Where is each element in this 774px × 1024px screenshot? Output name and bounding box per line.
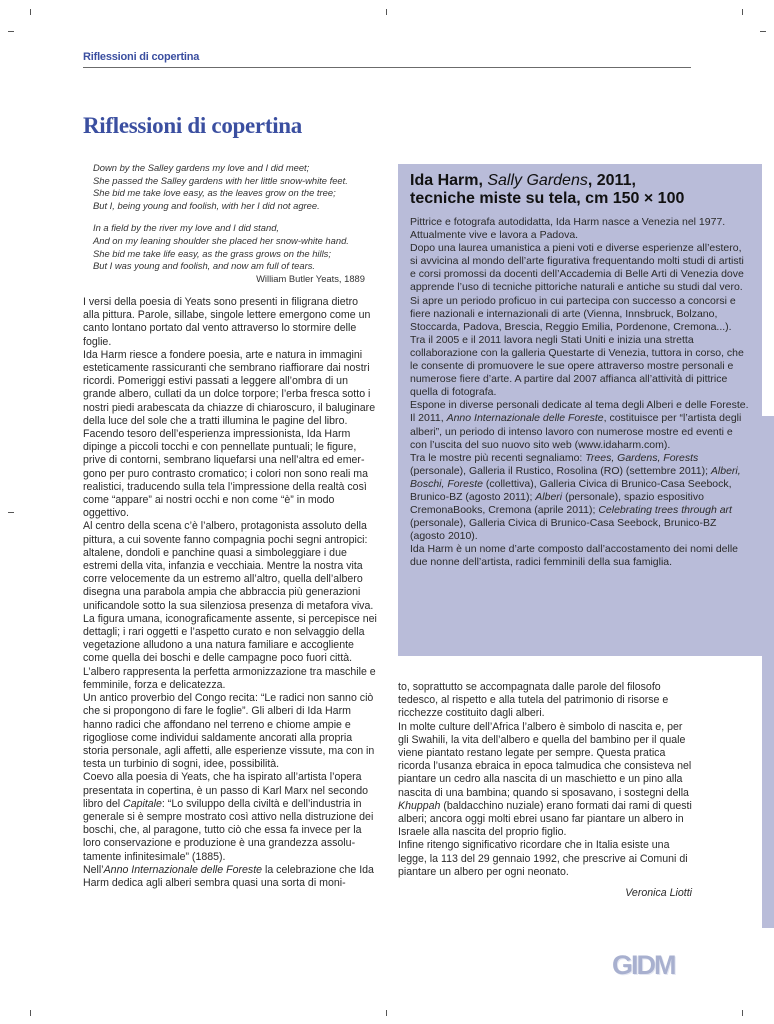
text-run: (personale), Galleria Civica di Brunico-Casa Seebock, Brunico-BZ (agosto 2010). [410, 517, 717, 543]
italic-title: Alberi [535, 490, 563, 503]
poem-line: Down by the Salley gardens my love and I did meet; [93, 162, 310, 173]
crop-mark [742, 9, 743, 15]
italic-title: Alberi, Boschi, Foreste [410, 464, 741, 490]
paragraph [83, 864, 377, 890]
paragraph: Tra il 2005 e il 2011 lavora negli Stati Uniti e inizia una stretta collaborazione con la galleria Questarte di Venezia, tuttora in corso, che le consente di promuovere le sue opere attraverso mostre personali e numerose fiere d’arte. A partire dal 2007 affianca all’attività di pittrice quella di fotografa. [410, 333, 744, 399]
poem-line: And on my leaning shoulder she placed her snow-white hand. [93, 234, 349, 246]
poem-epigraph [93, 162, 365, 285]
running-head: Riflessioni di copertina [83, 51, 200, 63]
poem-line: She bid me take life easy, as the grass grows on the hills; [93, 247, 331, 259]
poem-attribution: William Butler Yeats, 1889 [256, 272, 365, 284]
paragraph [398, 721, 692, 840]
paragraph [410, 399, 750, 451]
italic-title: Capitale [123, 797, 162, 810]
artist-bio-box [398, 164, 762, 656]
text-run: , costituisce per “l’artista degli alberi”, un periodo di intenso lavoro con numerose mostre ed eventi e con l’uscita del suo nuovo sito web (www.idaharm.com). [410, 412, 742, 451]
poem-line: She bid me take love easy, as the leaves grow on the tree; [93, 187, 336, 199]
paragraph: Al centro della scena c’è l’albero, protagonista assoluto della pittura, a cui sovente fanno compagnia pochi segni antropici: altalene, dondoli e panchine quasi a simboleggiare i due estremi della vita, infanzia e vecchiaia. Mentre la nostra vita corre velocemente da un estremo all’altro, quella dell’albero disegna una parabola ampia che abbraccia più generazioni unificandole sotto la sua silenziosa presenza di metafora viva. [83, 520, 374, 612]
crop-mark [30, 9, 31, 15]
crop-mark [386, 9, 387, 15]
text-run: : “Lo sviluppo della civiltà e dell’industria in generale si è sempre mostrato così attivo nella distruzione dei boschi, che, al paragone, tutto ciò che essa fa invece per la loro conservazione e produzione è una grandezza assolutamente infinitesimale” (1885). [83, 797, 374, 863]
journal-logo: GIDM [612, 950, 675, 980]
caption-text: Ida Harm, [410, 172, 488, 189]
text-run: Nell’ [83, 863, 104, 876]
paragraph: Si apre un periodo proficuo in cui partecipa con successo a concorsi e fiere nazionali e internazionali di arte (Vienna, Innsbruck, Bolzano, Stoccarda, Padova, Brescia, Reggio Emilia, Pordenone, Cremona...). [410, 294, 736, 333]
artwork-title: Sally Gardens [487, 172, 588, 189]
right-column [398, 681, 692, 900]
paragraph [83, 771, 377, 863]
decorative-side-strip [762, 416, 774, 928]
header-rule [83, 67, 691, 68]
italic-title: Anno Internazionale delle Foreste [103, 863, 263, 876]
paragraph: Infine ritengo significativo ricordare che in Italia esiste una legge, la 113 del 29 gennaio 1992, che prescrive ai Comuni di piantare un albero per ogni neonato. [398, 839, 688, 878]
left-column [83, 296, 377, 890]
italic-title: Celebrating trees through art [598, 504, 732, 517]
italic-title: Trees, Gardens, Forests [585, 451, 699, 464]
page-title: Riflessioni di copertina [83, 113, 302, 138]
caption-text: tecniche miste su tela, cm 150 × 100 [410, 190, 685, 207]
text-run: la celebrazione che Ida Harm dedica agli alberi sembra quasi una sorta di moni- [83, 863, 374, 889]
poem-stanza [93, 162, 365, 212]
paragraph: Pittrice e fotografa autodidatta, Ida Harm nasce a Venezia nel 1977. Attualmente vive e lavora a Padova. [410, 216, 726, 242]
text-run: Espone in diverse personali dedicate al tema degli Alberi e delle Foreste. Il 2011, [410, 399, 749, 425]
crop-mark [30, 1010, 31, 1016]
paragraph: Dopo una laurea umanistica a pieni voti e diverse esperienze all’estero, si avvicina al mondo dell’arte figurativa frequentando molti studi di artisti e corsi promossi da docenti dell’Accademia di Belle Arti di Venezia dove apprende l’uso di tecniche pittoriche naturali e antiche su studi dal vero. [410, 242, 744, 294]
text-run: (collettiva), Galleria Civica di Brunico-Casa Seebock, Brunico-BZ (agosto 2011); [410, 477, 732, 503]
crop-mark [8, 512, 14, 513]
caption-text: , 2011, [587, 172, 636, 189]
paragraph: L’albero rappresenta la perfetta armonizzazione tra maschile e femminile, forza e delicatezza. [83, 665, 376, 691]
poem-line: In a field by the river my love and I did stand, [93, 222, 280, 234]
italic-term: Khuppah [398, 799, 441, 812]
crop-mark [386, 1010, 387, 1016]
text-run: Coevo alla poesia di Yeats, che ha ispirato all’artista l’opera presentata in copertina, è un passo di Karl Marx nel secondo libro del [83, 771, 369, 810]
text-run: (baldacchino nuziale) erano formati dai rami di questi alberi; ancora oggi molti ebrei usano far piantare un albero in Israele alla nascita del proprio figlio. [398, 799, 692, 839]
artwork-caption [410, 172, 750, 208]
paragraph [410, 452, 750, 544]
crop-mark [742, 1010, 743, 1016]
poem-stanza [93, 222, 365, 272]
paragraph: to, soprattutto se accompagnata dalle parole del filosofo tedesco, al rispetto e alla tutela del patrimonio di risorse e ricchezze costituito dagli alberi. [398, 681, 669, 720]
poem-line: She passed the Salley gardens with her little snow-white feet. [93, 174, 348, 186]
text-run: In molte culture dell’Africa l’albero è simbolo di nascita e, per gli Swahili, la vita dell’albero e quella del bambino per il quale viene piantato restano legate per sempre. Questa pratica ricorda l’usanza ebraica in epoca talmudica che consisteva nel piantare un cedro alla nascita di un maschietto e un pino alla nascita di una bambina; quando si sposavano, i sostegni della [398, 720, 692, 799]
poem-line: But I, being young and foolish, with her I did not agree. [93, 199, 320, 211]
poem-line: But I was young and foolish, and now am full of tears. [93, 260, 316, 272]
author-signature: Veronica Liotti [625, 887, 692, 900]
text-run: (personale), Galleria il Rustico, Rosolina (RO) (settembre 2011); [410, 464, 711, 477]
paragraph: Un antico proverbio del Congo recita: “Le radici non sanno ciò che si propongono di fare le foglie”. Gli alberi di Ida Harm hanno radici che affondano nel terreno e chiome ampie e rigogliose come individui saldamente ancorati alla propria storia personale, agli affetti, alle esperienze vissute, ma con in testa un turbinio di sogni, idee, possibilità. [83, 692, 375, 771]
text-run: (personale), spazio espositivo CremonaBooks, Cremona (aprile 2011); [410, 490, 704, 517]
italic-title: Anno Internazionale delle Foreste [446, 412, 604, 425]
paragraph: Ida Harm riesce a fondere poesia, arte e natura in immagini esteticamente rassicuranti che sembrano riaffiorare dai nostri ricordi. Pomeriggi estivi passati a leggere all’ombra di un grande albero, cullati da un dolce torpore; l’erba fresca sotto i nostri piedi arabescata da chiazze di chiaroscuro, il baluginare della luce del sole che a tratti illumina le pagine del libro. Facendo tesoro dell’esperienza impressionista, Ida Harm dipinge a piccoli tocchi e con pennellate puntuali; le figure, prive di contorni, sembrano liquefarsi una nell’altra ed emergono per puro contrasto cromatico; i colori non sono reali ma realistici, traducendo sulla tela l’impressione della realtà così come “appare” ai nostri occhi e non come “è” in modo oggettivo. [83, 348, 376, 520]
crop-mark [8, 31, 14, 32]
artist-bio [410, 216, 750, 570]
paragraph: Ida Harm è un nome d’arte composto dall’accostamento dei nomi delle due nonne dell’artista, radici femminili della sua famiglia. [410, 543, 739, 569]
crop-mark [760, 31, 766, 32]
paragraph: I versi della poesia di Yeats sono presenti in filigrana dietro alla pittura. Parole, sillabe, singole lettere emergono come un canto lontano portato dal vento attraverso lo stormire delle foglie. [83, 296, 371, 348]
paragraph: La figura umana, iconograficamente assente, si percepisce nei dettagli; i rari oggetti e l’aspetto curato e non selvaggio della vegetazione alludono a una natura familiare e accogliente come quella dei boschi e delle campagne poco fuori città. [83, 612, 377, 665]
text-run: Tra le mostre più recenti segnaliamo: [410, 451, 586, 464]
